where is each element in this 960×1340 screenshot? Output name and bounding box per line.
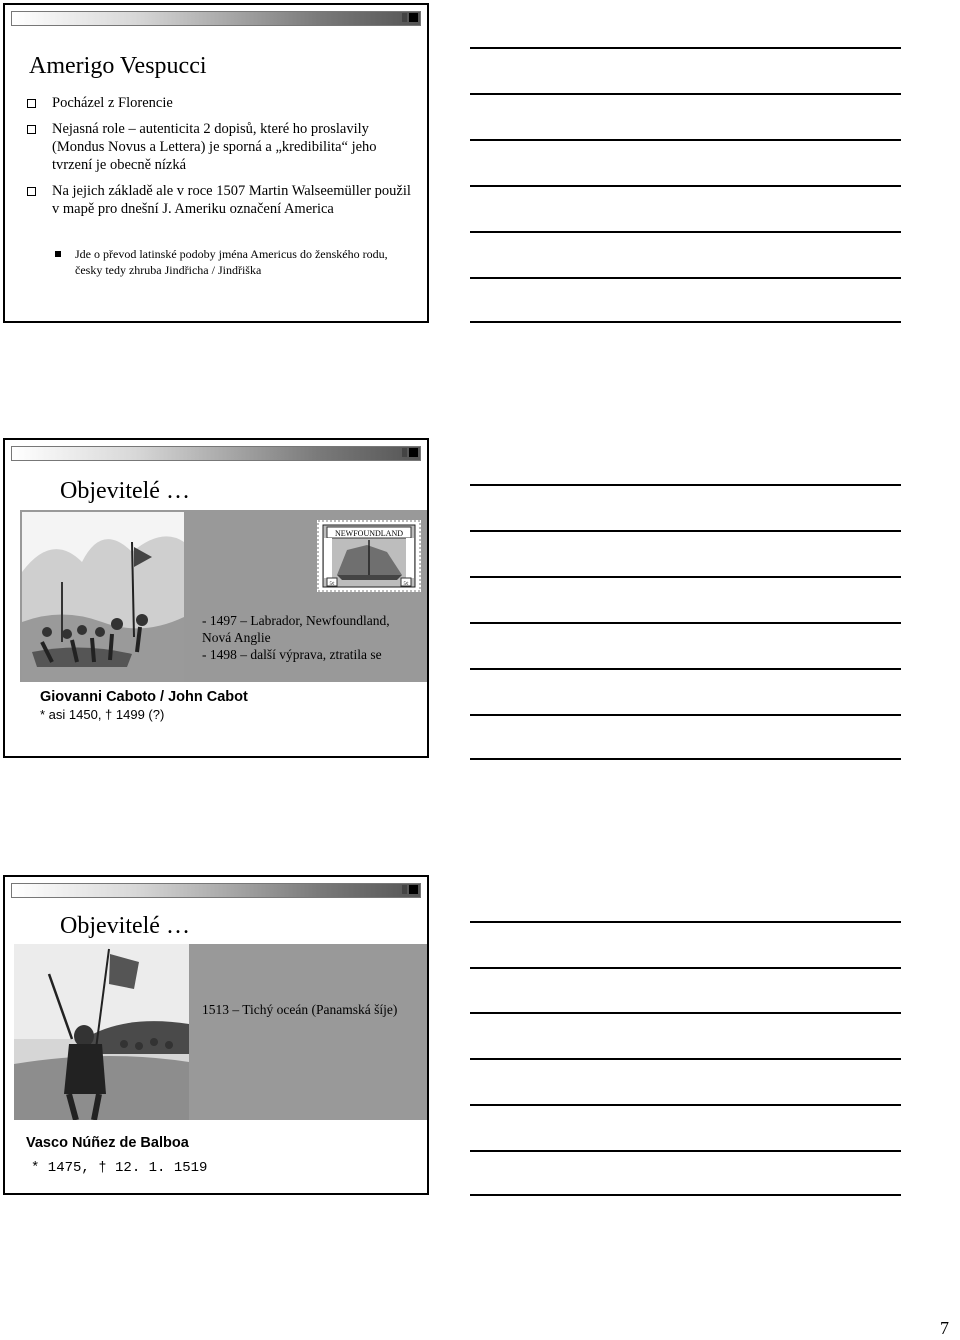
note-line (470, 277, 901, 279)
page-number: 7 (940, 1318, 949, 1338)
sub-bullet-item: Jde o převod latinské podoby jména Americus do ženského rodu, česky tedy zhruba Jindřicha / Jindřiška (55, 246, 415, 278)
hollow-square-bullet-icon (27, 125, 36, 134)
note-line (470, 321, 901, 323)
slide-title: Amerigo Vespucci (29, 53, 207, 79)
note-line (470, 668, 901, 670)
bullet-item: Pocházel z Florencie (27, 94, 417, 112)
explorer-name: Vasco Núñez de Balboa (26, 1135, 189, 1151)
balboa-info-text: 1513 – Tichý oceán (Panamská šíje) (202, 1002, 398, 1017)
filled-square-bullet-icon (55, 251, 61, 257)
note-line (470, 231, 901, 233)
note-line (470, 139, 901, 141)
cabot-info-text: - 1497 – Labrador, Newfoundland, Nová Anglie - 1498 – další výprava, ztratila se (202, 613, 390, 662)
note-line (470, 921, 901, 923)
stamp-country-text: NEWFOUNDLAND (335, 529, 403, 538)
slide-title-bar (11, 883, 421, 898)
bullet-item: Nejasná role – autenticita 2 dopisů, které ho proslavily (Mondus Novus a Lettera) je sporná a „kredibilita“ jeho tvrzení je obecně nízká (27, 120, 417, 174)
slide-objevitele-balboa (3, 875, 429, 1195)
landing-engraving-image (22, 512, 184, 682)
bullet-item: Na jejich základě ale v roce 1507 Martin Walseemüller použil v mapě pro dnešní J. Ameriku označení America (27, 182, 417, 218)
hollow-square-bullet-icon (27, 187, 36, 196)
note-line (470, 1194, 901, 1196)
note-line (470, 714, 901, 716)
note-line (470, 93, 901, 95)
slide-title-bar (11, 11, 421, 26)
balboa-illustration-image (14, 944, 189, 1120)
note-line (470, 1012, 901, 1014)
note-line (470, 576, 901, 578)
note-line (470, 967, 901, 969)
explorer-dates: * asi 1450, † 1499 (?) (40, 707, 165, 722)
note-line (470, 185, 901, 187)
newfoundland-stamp-image (317, 520, 421, 592)
slide-title: Objevitelé … (60, 913, 190, 939)
note-line (470, 1058, 901, 1060)
note-line (470, 622, 901, 624)
note-line (470, 47, 901, 49)
note-line (470, 758, 901, 760)
explorer-dates: * 1475, † 12. 1. 1519 (31, 1160, 208, 1176)
slide-title-bar (11, 446, 421, 461)
note-line (470, 1150, 901, 1152)
explorer-name: Giovanni Caboto / John Cabot (40, 689, 248, 705)
svg-text:5¢: 5¢ (329, 582, 335, 587)
slide-title: Objevitelé … (60, 478, 190, 504)
note-line (470, 530, 901, 532)
note-line (470, 484, 901, 486)
hollow-square-bullet-icon (27, 99, 36, 108)
slide-objevitele-cabot (3, 438, 429, 758)
svg-text:5¢: 5¢ (403, 582, 409, 587)
note-line (470, 1104, 901, 1106)
slide-amerigo-vespucci (3, 3, 429, 323)
